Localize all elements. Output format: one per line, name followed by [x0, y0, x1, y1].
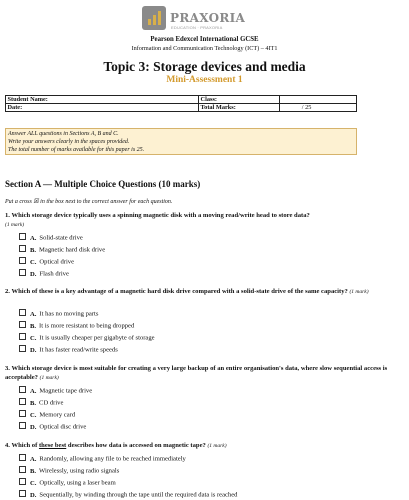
student-name-label: Student Name:	[6, 96, 199, 104]
checkbox[interactable]	[19, 454, 26, 461]
question-text: 3. Which storage device is most suitable for creating a very large backup of an entire organisation's data, where slow sequential access is acceptable?	[5, 365, 388, 381]
option-1d[interactable]: D. Flash drive	[19, 269, 69, 279]
checkbox[interactable]	[19, 466, 26, 473]
option-3b[interactable]: B. CD drive	[19, 398, 63, 408]
total-marks-value: / 25	[279, 104, 356, 112]
question-1	[5, 211, 400, 230]
date-label: Date:	[6, 104, 199, 112]
topic-title: Topic 3: Storage devices and media	[103, 59, 306, 74]
logo-tagline: EDUCATION · PRAXORIA	[171, 25, 223, 30]
logo-name: PRAXORIA	[170, 11, 246, 25]
checkbox[interactable]	[19, 245, 26, 252]
instruction-line: Answer ALL questions in Sections A, B and C.	[8, 131, 119, 137]
checkbox[interactable]	[19, 345, 26, 352]
checkbox[interactable]	[19, 490, 26, 497]
checkbox[interactable]	[19, 233, 26, 240]
checkbox[interactable]	[19, 478, 26, 485]
option-1a[interactable]: A. Solid-state drive	[19, 233, 83, 243]
checkbox[interactable]	[19, 309, 26, 316]
question-marks: (1 mark)	[39, 375, 59, 381]
question-text: 4. Which of these best describes how data is accessed on magnetic tape?	[5, 442, 206, 449]
option-3a[interactable]: A. Magnetic tape drive	[19, 386, 92, 396]
checkbox[interactable]	[19, 333, 26, 340]
question-marks: (1 mark)	[207, 443, 227, 449]
checkbox[interactable]	[19, 269, 26, 276]
option-2c[interactable]: C. It is usually cheaper per gigabyte of storage	[19, 333, 155, 343]
checkbox[interactable]	[19, 410, 26, 417]
option-2b[interactable]: B. It is more resistant to being dropped	[19, 321, 134, 331]
course-title: Information and Communication Technology (ICT) – 4IT1	[131, 45, 278, 52]
option-4b[interactable]: B. Wirelessly, using radio signals	[19, 466, 119, 476]
option-4c[interactable]: C. Optically, using a laser beam	[19, 478, 116, 488]
checkbox[interactable]	[19, 386, 26, 393]
checkbox[interactable]	[19, 422, 26, 429]
option-2d[interactable]: D. It has faster read/write speeds	[19, 345, 118, 355]
question-2	[5, 287, 400, 297]
assessment-subtitle: Mini-Assessment 1	[166, 75, 243, 85]
option-1c[interactable]: C. Optical drive	[19, 257, 74, 267]
question-text: 1. Which storage device typically uses a spinning magnetic disk with a moving read/write head to store data?	[5, 212, 310, 219]
class-label: Class:	[199, 96, 280, 104]
student-details-table	[5, 95, 357, 112]
question-marks: (1 mark)	[5, 222, 25, 228]
qualification-title: Pearson Edexcel International GCSE	[150, 36, 259, 43]
checkbox[interactable]	[19, 257, 26, 264]
bar-chart-logo-icon	[142, 6, 166, 30]
question-text: 2. Which of these is a key advantage of a magnetic hard disk drive compared with a solid-state drive of the same capacity?	[5, 288, 348, 295]
option-2a[interactable]: A. It has no moving parts	[19, 309, 98, 319]
checkbox[interactable]	[19, 398, 26, 405]
option-1b[interactable]: B. Magnetic hard disk drive	[19, 245, 105, 255]
option-3c[interactable]: C. Memory card	[19, 410, 75, 420]
question-3	[5, 364, 400, 383]
class-field[interactable]	[279, 96, 356, 104]
option-4a[interactable]: A. Randomly, allowing any file to be reached immediately	[19, 454, 186, 464]
instruction-line: Write your answers clearly in the spaces provided.	[8, 139, 130, 145]
instructions-box	[5, 128, 357, 155]
option-3d[interactable]: D. Optical disc drive	[19, 422, 86, 432]
total-marks-label: Total Marks:	[199, 104, 280, 112]
question-marks: (1 mark)	[349, 289, 369, 295]
section-a-instruction: Put a cross ☒ in the box next to the correct answer for each question.	[5, 199, 173, 205]
checkbox[interactable]	[19, 321, 26, 328]
instruction-line: The total number of marks available for this paper is 25.	[8, 147, 145, 153]
question-4	[5, 441, 400, 451]
option-4d[interactable]: D. Sequentially, by winding through the tape until the required data is reached	[19, 490, 237, 500]
section-a-heading: Section A — Multiple Choice Questions (10 marks)	[5, 179, 201, 189]
